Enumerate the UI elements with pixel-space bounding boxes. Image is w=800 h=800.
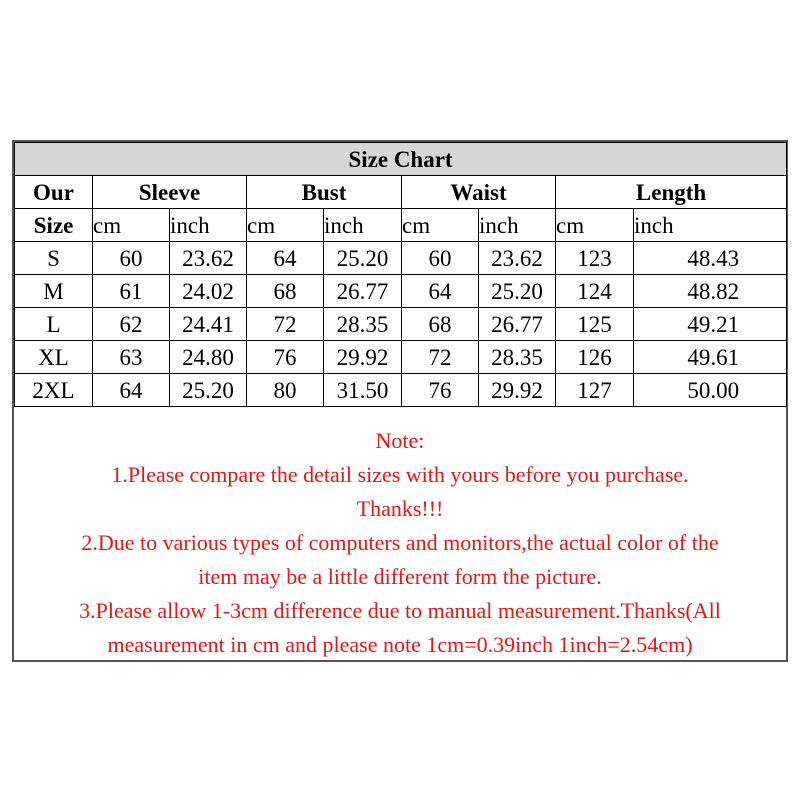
table-body: [15, 242, 787, 407]
value-cell: 68: [402, 308, 479, 341]
table-row: [15, 341, 787, 374]
header-waist: Waist: [402, 176, 556, 209]
value-cell: 63: [93, 341, 170, 374]
title-row: [15, 143, 787, 176]
value-cell: 29.92: [324, 341, 402, 374]
unit-cell: inch: [634, 209, 787, 242]
value-cell: 28.35: [324, 308, 402, 341]
chart-title: Size Chart: [15, 143, 787, 176]
value-cell: 28.35: [479, 341, 556, 374]
note-line: Thanks!!!: [356, 496, 444, 521]
value-cell: 48.43: [634, 242, 787, 275]
unit-row: [15, 209, 787, 242]
notes-section: [14, 424, 786, 662]
value-cell: 50.00: [634, 374, 787, 407]
size-cell: L: [15, 308, 93, 341]
value-cell: 24.80: [170, 341, 247, 374]
value-cell: 25.20: [324, 242, 402, 275]
value-cell: 24.02: [170, 275, 247, 308]
value-cell: 60: [402, 242, 479, 275]
value-cell: 76: [402, 374, 479, 407]
header-our: Our: [15, 176, 93, 209]
value-cell: 26.77: [479, 308, 556, 341]
size-cell: M: [15, 275, 93, 308]
value-cell: 124: [556, 275, 634, 308]
value-cell: 24.41: [170, 308, 247, 341]
value-cell: 61: [93, 275, 170, 308]
table-row: [15, 374, 787, 407]
note-line: 1.Please compare the detail sizes with yours before you purchase.: [111, 462, 689, 487]
header-sleeve: Sleeve: [93, 176, 247, 209]
value-cell: 72: [402, 341, 479, 374]
value-cell: 49.61: [634, 341, 787, 374]
unit-cell: cm: [93, 209, 170, 242]
value-cell: 26.77: [324, 275, 402, 308]
value-cell: 64: [402, 275, 479, 308]
value-cell: 23.62: [170, 242, 247, 275]
value-cell: 25.20: [479, 275, 556, 308]
notes-heading: Note:: [375, 428, 425, 453]
unit-cell: inch: [479, 209, 556, 242]
table-row: [15, 242, 787, 275]
size-table: [14, 142, 787, 407]
unit-cell: cm: [402, 209, 479, 242]
note-line: 3.Please allow 1-3cm difference due to manual measurement.Thanks(All: [79, 598, 721, 623]
value-cell: 72: [247, 308, 324, 341]
value-cell: 68: [247, 275, 324, 308]
unit-cell: cm: [247, 209, 324, 242]
unit-cell: cm: [556, 209, 634, 242]
header-length: Length: [556, 176, 787, 209]
size-cell: S: [15, 242, 93, 275]
header-bust: Bust: [247, 176, 402, 209]
value-cell: 31.50: [324, 374, 402, 407]
value-cell: 80: [247, 374, 324, 407]
value-cell: 60: [93, 242, 170, 275]
table-row: [15, 308, 787, 341]
value-cell: 64: [247, 242, 324, 275]
unit-cell: inch: [324, 209, 402, 242]
group-header-row: [15, 176, 787, 209]
note-line: measurement in cm and please note 1cm=0.39inch 1inch=2.54cm): [107, 632, 693, 657]
value-cell: 48.82: [634, 275, 787, 308]
value-cell: 64: [93, 374, 170, 407]
note-line: 2.Due to various types of computers and monitors,the actual color of the: [81, 530, 719, 555]
value-cell: 127: [556, 374, 634, 407]
value-cell: 123: [556, 242, 634, 275]
size-chart: [12, 140, 788, 662]
value-cell: 25.20: [170, 374, 247, 407]
value-cell: 126: [556, 341, 634, 374]
header-size: Size: [15, 209, 93, 242]
value-cell: 125: [556, 308, 634, 341]
value-cell: 29.92: [479, 374, 556, 407]
note-line: item may be a little different form the picture.: [198, 564, 602, 589]
value-cell: 23.62: [479, 242, 556, 275]
value-cell: 49.21: [634, 308, 787, 341]
size-cell: 2XL: [15, 374, 93, 407]
table-row: [15, 275, 787, 308]
unit-cell: inch: [170, 209, 247, 242]
size-cell: XL: [15, 341, 93, 374]
value-cell: 62: [93, 308, 170, 341]
value-cell: 76: [247, 341, 324, 374]
